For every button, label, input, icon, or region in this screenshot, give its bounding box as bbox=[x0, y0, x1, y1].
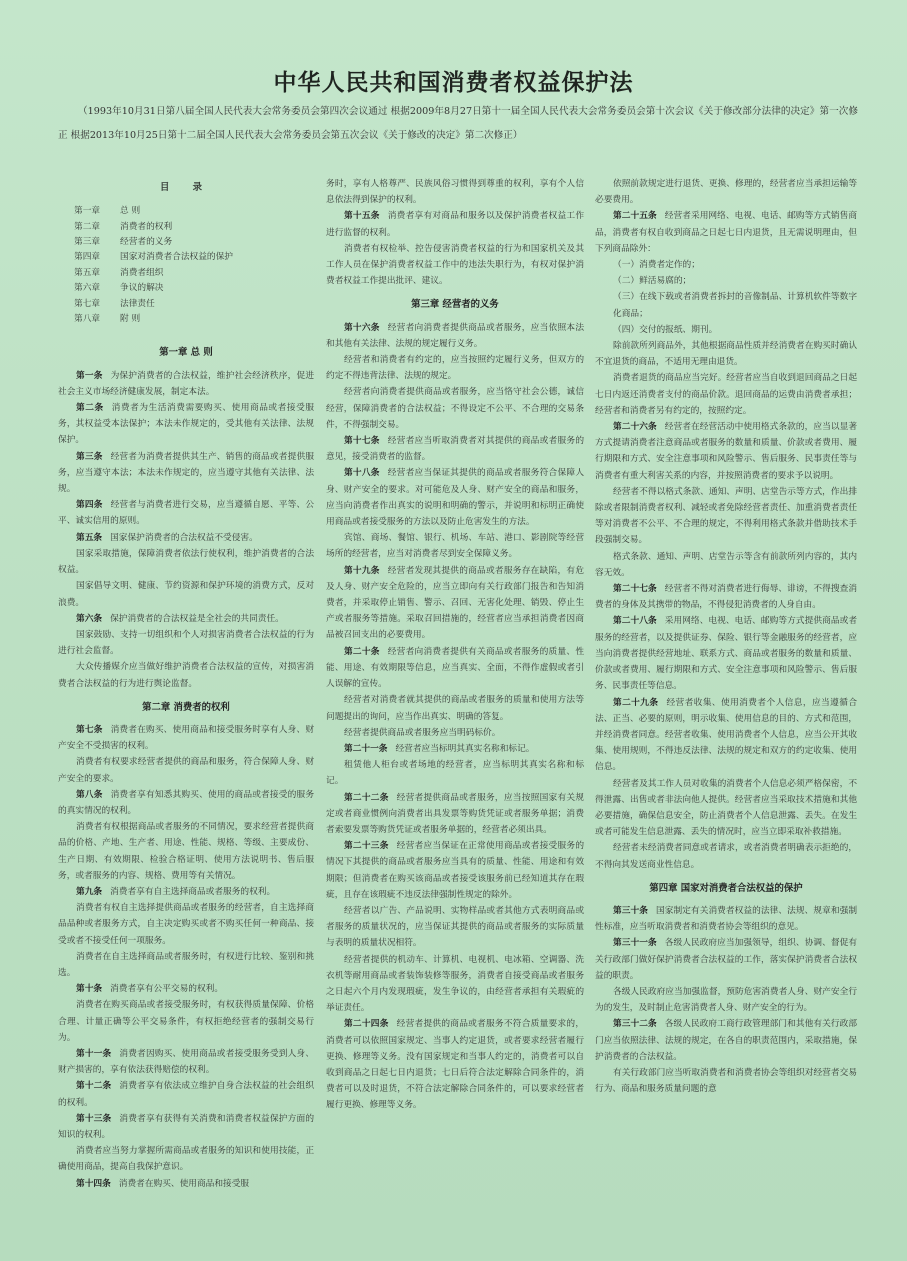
article: 第二十七条 经营者不得对消费者进行侮辱、诽谤，不得搜查消费者的身体及其携带的物品，不得侵犯消费者的人身自由。 bbox=[595, 584, 857, 611]
article: 第三条 经营者为消费者提供其生产、销售的商品或者提供服务，应当遵守本法；本法未作规定的，应当遵守其他有关法律、法规。 bbox=[58, 451, 314, 495]
article: 第七条 消费者在购买、使用商品和接受服务时享有人身、财产安全不受损害的权利。 bbox=[58, 724, 314, 752]
toc-item: 第二章 消费者的权利 bbox=[74, 221, 173, 232]
paragraph: 各级人民政府应当加强监督，预防危害消费者人身、财产安全行为的发生，及时制止危害消费者人身、财产安全的行为。 bbox=[595, 986, 857, 1014]
toc-item: 第三章 经营者的义务 bbox=[74, 237, 173, 248]
article: 第三十二条 各级人民政府工商行政管理部门和其他有关行政部门应当依照法律、法规的规定，在各自的职责范围内，采取措施，保护消费者的合法权益。 bbox=[595, 1019, 857, 1062]
article: 第三十一条 各级人民政府应当加强领导，组织、协调、督促有关行政部门做好保护消费者合法权益的工作，落实保护消费者合法权益的职责。 bbox=[595, 938, 857, 981]
paragraph: 经营者以广告、产品说明、实物样品或者其他方式表明商品或者服务的质量状况的，应当保证其提供的商品或者服务的实际质量与表明的质量状况相符。 bbox=[326, 905, 584, 949]
paragraph: 有关行政部门应当听取消费者和消费者协会等组织对经营者交易行为、商品和服务质量问题的意 bbox=[595, 1067, 857, 1095]
paragraph: 租赁他人柜台或者场地的经营者，应当标明其真实名称和标记。 bbox=[326, 760, 584, 787]
article: 第十二条 消费者享有依法成立维护自身合法权益的社会组织的权利。 bbox=[58, 1081, 314, 1108]
article: 第五条 国家保护消费者的合法权益不受侵害。 bbox=[76, 532, 258, 543]
paragraph: 国家鼓励、支持一切组织和个人对损害消费者合法权益的行为进行社会监督。 bbox=[58, 629, 314, 657]
toc-item: 第六章 争议的解决 bbox=[74, 283, 164, 294]
column-3 bbox=[595, 176, 857, 1237]
article: 第六条 保护消费者的合法权益是全社会的共同责任。 bbox=[76, 613, 284, 624]
article: 第十五条 消费者享有对商品和服务以及保护消费者权益工作进行监督的权利。 bbox=[326, 211, 584, 238]
article: 第二十一条 经营者应当标明其真实名称和标记。 bbox=[344, 743, 535, 754]
toc-item: 第七章 法律责任 bbox=[74, 298, 155, 309]
article: 第二十八条 采用网络、电视、电话、邮购等方式提供商品或者服务的经营者，以及提供证券、保险、银行等金融服务的经营者，应当向消费者提供经营地址、联系方式、商品或者服务的数量和质量、价款或者费用、履行期限和方式、安全注意事项和风险警示、售后服务、民事责任等信息。 bbox=[595, 616, 857, 692]
article: 第十四条 消费者在购买、使用商品和接受服 bbox=[76, 1178, 250, 1189]
article: 第十条 消费者享有公平交易的权利。 bbox=[76, 984, 223, 995]
article: 第二十条 经营者向消费者提供有关商品或者服务的质量、性能、用途、有效期限等信息，应当真实、全面，不得作虚假或者引人误解的宣传。 bbox=[326, 646, 584, 690]
toc-item: 第五章 消费者组织 bbox=[74, 267, 164, 278]
table-of-contents bbox=[74, 204, 314, 327]
paragraph: 大众传播媒介应当做好维护消费者合法权益的宣传，对损害消费者合法权益的行为进行舆论监督。 bbox=[58, 662, 314, 689]
article: 第十八条 经营者应当保证其提供的商品或者服务符合保障人身、财产安全的要求。对可能危及人身、财产安全的商品和服务，应当向消费者作出真实的说明和明确的警示，并说明和标明正确使用商品或者接受服务的方法以及防止危害发生的方法。 bbox=[326, 468, 584, 528]
toc-heading: 目 录 bbox=[159, 182, 212, 193]
paragraph: 务时，享有人格尊严、民族风俗习惯得到尊重的权利，享有个人信息依法得到保护的权利。 bbox=[326, 179, 584, 206]
article: 第十一条 消费者因购买、使用商品或者接受服务受到人身、财产损害的，享有依法获得赔偿的权利。 bbox=[58, 1048, 314, 1076]
list-item: （三）在线下载或者消费者拆封的音像制品、计算机软件等数字化商品； bbox=[613, 292, 857, 319]
article: 第二十六条 经营者在经营活动中使用格式条款的，应当以显著方式提请消费者注意商品或者服务的数量和质量、价款或者费用、履行期限和方式、安全注意事项和风险警示、售后服务、民事责任等与消费者有重大利害关系的内容，并按照消费者的要求予以说明。 bbox=[595, 422, 857, 481]
paragraph: 消费者在购买商品或者接受服务时，有权获得质量保障、价格合理、计量正确等公平交易条件，有权拒绝经营者的强制交易行为。 bbox=[58, 1000, 314, 1043]
chapter-heading: 第三章 经营者的义务 bbox=[411, 299, 499, 311]
paragraph: 经营者未经消费者同意或者请求，或者消费者明确表示拒绝的，不得向其发送商业性信息。 bbox=[595, 843, 857, 870]
article: 第二十九条 经营者收集、使用消费者个人信息，应当遵循合法、正当、必要的原则，明示收集、使用信息的目的、方式和范围，并经消费者同意。经营者收集、使用消费者个人信息，应当公开其收集、使用规则，不得违反法律、法规的规定和双方的约定收集、使用信息。 bbox=[595, 697, 857, 773]
paragraph: 经营者和消费者有约定的，应当按照约定履行义务，但双方的约定不得违背法律、法规的规定。 bbox=[326, 355, 584, 382]
list-item: （二）鲜活易腐的； bbox=[613, 276, 692, 287]
article: 第十九条 经营者发现其提供的商品或者服务存在缺陷，有危及人身、财产安全危险的，应当立即向有关行政部门报告和告知消费者，并采取停止销售、警示、召回、无害化处理、销毁、停止生产或者服务等措施。采取召回措施的，经营者应当承担消费者因商品被召回支出的必要费用。 bbox=[326, 565, 584, 641]
paragraph: 格式条款、通知、声明、店堂告示等含有前款所列内容的，其内容无效。 bbox=[595, 551, 857, 578]
paragraph: 依照前款规定进行退货、更换、修理的，经营者应当承担运输等必要费用。 bbox=[595, 179, 857, 206]
chapter-heading: 第二章 消费者的权利 bbox=[142, 701, 230, 713]
article: 第十六条 经营者向消费者提供商品或者服务，应当依照本法和其他有关法律、法规的规定履行义务。 bbox=[326, 322, 584, 349]
paragraph: 宾馆、商场、餐馆、银行、机场、车站、港口、影剧院等经营场所的经营者，应当对消费者尽到安全保障义务。 bbox=[326, 533, 584, 560]
toc-item: 第一章 总 则 bbox=[74, 206, 141, 217]
toc-item: 第八章 附 则 bbox=[74, 314, 141, 325]
list-item: （四）交付的报纸、期刊。 bbox=[613, 324, 718, 335]
paragraph: 除前款所列商品外，其他根据商品性质并经消费者在购买时确认不宜退货的商品，不适用无理由退货。 bbox=[595, 341, 857, 368]
article: 第十七条 经营者应当听取消费者对其提供的商品或者服务的意见，接受消费者的监督。 bbox=[326, 436, 584, 463]
paragraph: 消费者有权根据商品或者服务的不同情况，要求经营者提供商品的价格、产地、生产者、用途、性能、规格、等级、主要成份、生产日期、有效期限、检验合格证明、使用方法说明书、售后服务，或者服务的内容、规格、费用等有关情况。 bbox=[58, 822, 314, 881]
paragraph: 经营者提供的机动车、计算机、电视机、电冰箱、空调器、洗衣机等耐用商品或者装饰装修等服务，消费者自接受商品或者服务之日起六个月内发现瑕疵，发生争议的，由经营者承担有关瑕疵的举证责任。 bbox=[326, 954, 584, 1014]
paragraph: 消费者有权自主选择提供商品或者服务的经营者，自主选择商品品种或者服务方式，自主决定购买或者不购买任何一种商品、接受或者不接受任何一项服务。 bbox=[58, 903, 314, 946]
column-2 bbox=[326, 176, 584, 1237]
paragraph: 经营者对消费者就其提供的商品或者服务的质量和使用方法等问题提出的询问，应当作出真实、明确的答复。 bbox=[326, 695, 584, 722]
column-1 bbox=[58, 176, 314, 1237]
paragraph: 消费者应当努力掌握所需商品或者服务的知识和使用技能，正确使用商品，提高自我保护意识。 bbox=[58, 1146, 314, 1173]
paragraph: 消费者退货的商品应当完好。经营者应当自收到退回商品之日起七日内返还消费者支付的商品价款。退回商品的运费由消费者承担；经营者和消费者另有约定的，按照约定。 bbox=[595, 373, 857, 416]
toc-item: 第四章 国家对消费者合法权益的保护 bbox=[74, 252, 233, 263]
article: 第二十四条 经营者提供的商品或者服务不符合质量要求的，消费者可以依照国家规定、当事人约定退货，或者要求经营者履行更换、修理等义务。没有国家规定和当事人约定的，消费者可以自收到商品之日起七日内退货；七日后符合法定解除合同条件的，消费者可以及时退货，不符合法定解除合同条件的，可以要求经营者履行更换、修理等义务。 bbox=[326, 1019, 584, 1111]
article: 第一条 为保护消费者的合法权益，维护社会经济秩序，促进社会主义市场经济健康发展，制定本法。 bbox=[58, 370, 314, 397]
paragraph: 消费者有权检举、控告侵害消费者权益的行为和国家机关及其工作人员在保护消费者权益工作中的违法失职行为，有权对保护消费者权益工作提出批评、建议。 bbox=[326, 243, 584, 287]
paragraph: 经营者及其工作人员对收集的消费者个人信息必须严格保密，不得泄露、出售或者非法向他人提供。经营者应当采取技术措施和其他必要措施，确保信息安全，防止消费者个人信息泄露、丢失。在发生或者可能发生信息泄露、丢失的情况时，应当立即采取补救措施。 bbox=[595, 778, 857, 838]
chapter-heading: 第一章 总 则 bbox=[159, 347, 213, 359]
paragraph: 国家倡导文明、健康、节约资源和保护环境的消费方式，反对浪费。 bbox=[58, 581, 314, 608]
article: 第四条 经营者与消费者进行交易，应当遵循自愿、平等、公平、诚实信用的原则。 bbox=[58, 500, 314, 527]
paragraph: 国家采取措施，保障消费者依法行使权利，维护消费者的合法权益。 bbox=[58, 548, 314, 576]
amendment-note: （1993年10月31日第八届全国人民代表大会常务委员会第四次会议通过 根据2009年8月27日第十一届全国人民代表大会常务委员会第十次会议《关于修改部分法律的决定》第一次修正 根据2013年10月25日第十二届全国人民代表大会常务委员会第五次会议《关于修改的决定》第二次修正） bbox=[58, 106, 858, 141]
article: 第十三条 消费者享有获得有关消费和消费者权益保护方面的知识的权利。 bbox=[58, 1113, 314, 1140]
article: 第二条 消费者为生活消费需要购买、使用商品或者接受服务，其权益受本法保护；本法未作规定的，受其他有关法律、法规保护。 bbox=[58, 403, 314, 446]
list-item: （一）消费者定作的； bbox=[613, 260, 700, 271]
article: 第二十二条 经营者提供商品或者服务，应当按照国家有关规定或者商业惯例向消费者出具发票等购货凭证或者服务单据；消费者索要发票等购货凭证或者服务单据的，经营者必须出具。 bbox=[326, 792, 584, 835]
paragraph: 消费者在自主选择商品或者服务时，有权进行比较、鉴别和挑选。 bbox=[58, 951, 314, 978]
document-title: 中华人民共和国消费者权益保护法 bbox=[273, 69, 634, 96]
article: 第九条 消费者享有自主选择商品或者服务的权利。 bbox=[76, 886, 276, 897]
chapter-heading: 第四章 国家对消费者合法权益的保护 bbox=[649, 882, 803, 894]
article: 第三十条 国家制定有关消费者权益的法律、法规、规章和强制性标准，应当听取消费者和消费者协会等组织的意见。 bbox=[595, 905, 857, 933]
article: 第八条 消费者享有知悉其购买、使用的商品或者接受的服务的真实情况的权利。 bbox=[58, 789, 314, 816]
paragraph: 经营者向消费者提供商品或者服务，应当恪守社会公德，诚信经营，保障消费者的合法权益；不得设定不公平、不合理的交易条件，不得强制交易。 bbox=[326, 387, 584, 430]
paragraph: 经营者提供商品或者服务应当明码标价。 bbox=[344, 727, 501, 738]
paragraph: 经营者不得以格式条款、通知、声明、店堂告示等方式，作出排除或者限制消费者权利、减轻或者免除经营者责任、加重消费者责任等对消费者不公平、不合理的规定，不得利用格式条款并借助技术手段强制交易。 bbox=[595, 486, 857, 546]
article: 第二十五条 经营者采用网络、电视、电话、邮购等方式销售商品，消费者有权自收到商品之日起七日内退货，且无需说明理由，但下列商品除外： bbox=[595, 211, 857, 254]
paragraph: 消费者有权要求经营者提供的商品和服务，符合保障人身、财产安全的要求。 bbox=[58, 757, 314, 784]
article: 第二十三条 经营者应当保证在正常使用商品或者接受服务的情况下其提供的商品或者服务应当具有的质量、性能、用途和有效期限；但消费者在购买该商品或者接受该服务前已经知道其存在瑕疵，且存在该瑕疵不违反法律强制性规定的除外。 bbox=[326, 841, 584, 900]
